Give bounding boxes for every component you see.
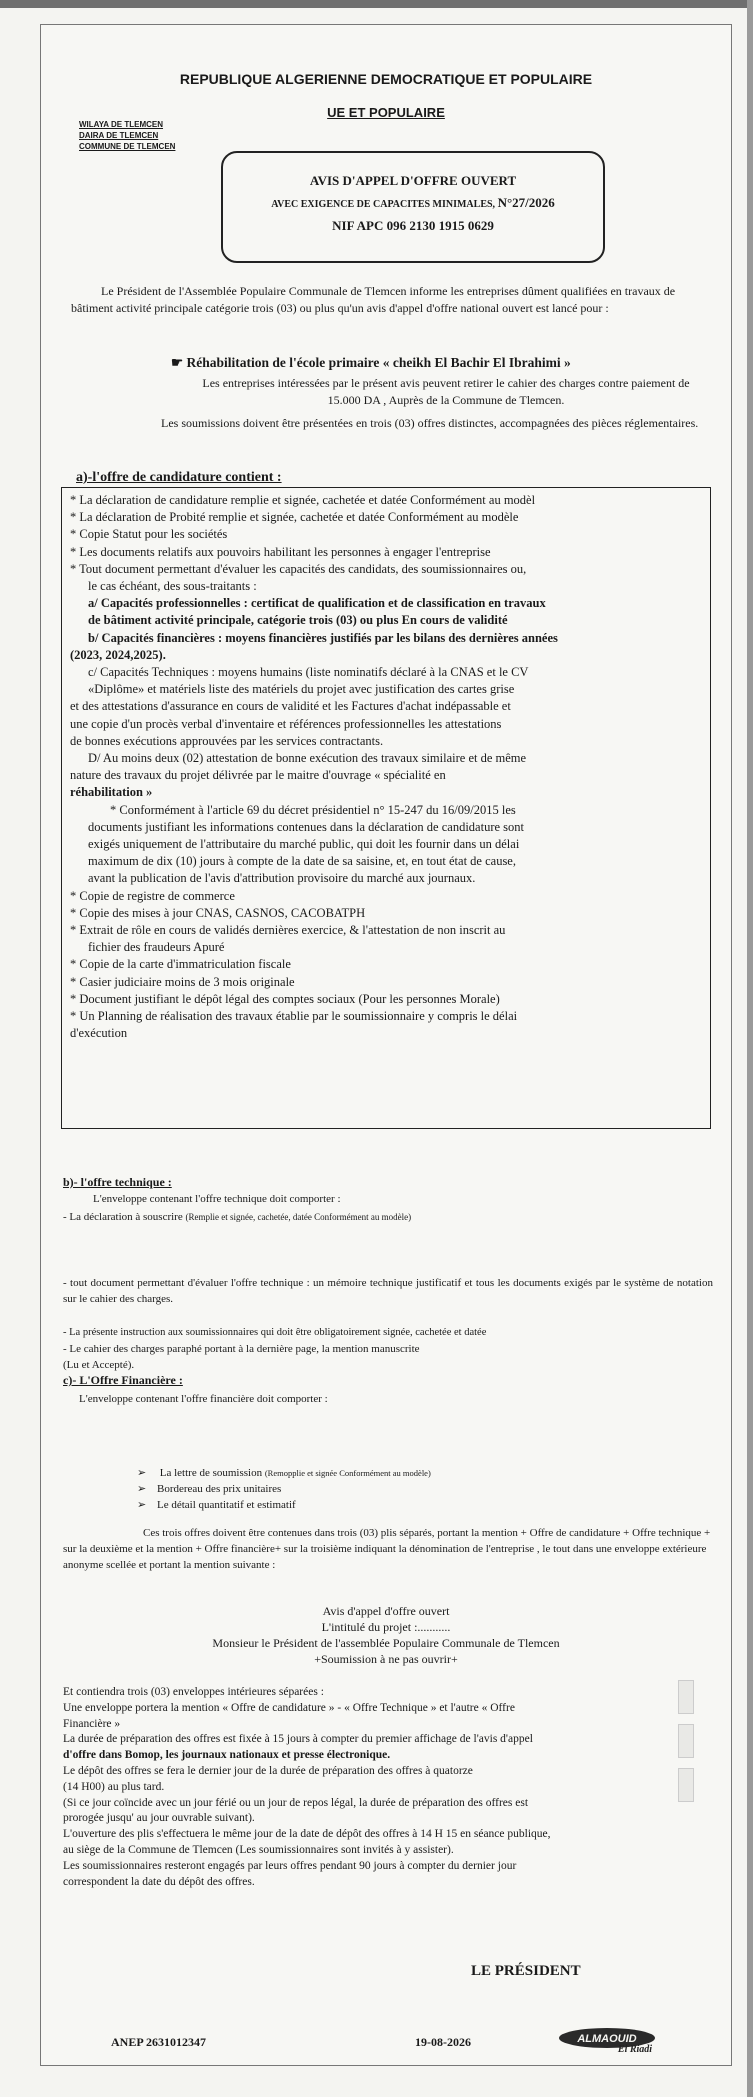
- intro-paragraph: Le Président de l'Assemblée Populaire Communale de Tlemcen informe les entreprises dûment qualifiées en travaux de bâtiment activité principale catégorie trois (03) ou plus qu'un avis d'appel d'offre national ouvert est lancé pour :: [71, 284, 676, 315]
- tape-mark: [678, 1680, 694, 1714]
- section-b-declaration: [63, 1209, 713, 1225]
- logo-bottom-text: El Riadi: [617, 2044, 653, 2053]
- mention-line: L'intitulé du projet :...........: [321, 1620, 451, 1634]
- withdrawal-paragraph: Les entreprises intéressées par le présent avis peuvent retirer le cahier des charges contre paiement de 15.000 DA , Auprès de la Commune de Tlemcen.: [202, 376, 690, 407]
- list-item: ➢ Bordereau des prix unitaires: [137, 1481, 431, 1497]
- section-b-title: b)- l'offre technique :: [63, 1175, 172, 1189]
- administration-block: [79, 119, 175, 152]
- section-c-title: c)- L'Offre Financière :: [63, 1373, 183, 1387]
- condition-line: Une enveloppe portera la mention « Offre de candidature » - « Offre Technique » et l'autre « Offre: [63, 1701, 515, 1714]
- list-item: * Un Planning de réalisation des travaux établie par le soumissionnaire y compris le délai: [70, 1009, 518, 1024]
- submission-paragraph: Les soumissions doivent être présentées en trois (03) offres distinctes, accompagnées des pièces réglementaires.: [161, 416, 699, 430]
- list-item: * La déclaration de Probité remplie et signée, cachetée et datée Conformément au modèle: [70, 510, 519, 525]
- notice-title: AVIS D'APPEL D'OFFRE OUVERT: [309, 173, 517, 188]
- section-b-technical: - tout document permettant d'évaluer l'offre technique : un mémoire technique justificatif et tous les documents exigés par le système de notation sur le cahier des charges.: [63, 1277, 713, 1305]
- list-item: exigés uniquement de l'attributaire du marché public, qui doit les fournir dans un délai: [88, 837, 520, 852]
- condition-line: correspondent la date du dépôt des offres.: [63, 1875, 255, 1888]
- notice-requirement-text: AVEC EXIGENCE DE CAPACITES MINIMALES,: [271, 199, 496, 210]
- nif-number: NIF APC 096 2130 1915 0629: [332, 218, 494, 233]
- commune-label: COMMUNE DE TLEMCEN: [79, 142, 176, 151]
- section-b-instruction: - La présente instruction aux soumissionnaires qui doit être obligatoirement signée, cachetée et datée: [63, 1327, 487, 1338]
- section-b-cahier: - Le cahier des charges paraphé portant à la dernière page, la mention manuscrite: [63, 1343, 420, 1355]
- publication-date: 19-08-2026: [415, 2035, 471, 2049]
- daira-label: DAIRA DE TLEMCEN: [79, 131, 159, 140]
- list-item: réhabilitation »: [70, 785, 153, 800]
- list-item: [137, 1465, 431, 1481]
- republic-subtitle: UE ET POPULAIRE: [327, 105, 445, 120]
- wilaya-label: WILAYA DE TLEMCEN: [79, 120, 164, 129]
- list-item: le cas échéant, des sous-traitants :: [88, 579, 257, 594]
- mention-line: +Soumission à ne pas ouvrir+: [314, 1652, 458, 1666]
- list-item: «Diplôme» et matériels liste des matériels du projet avec justification des cartes grise: [88, 682, 515, 697]
- list-item: documents justifiant les informations contenues dans la déclaration de candidature sont: [88, 819, 524, 834]
- list-item: b/ Capacités financières : moyens financières justifiés par les bilans des dernières années: [88, 630, 558, 645]
- list-item: D/ Au moins deux (02) attestation de bonne exécution des travaux similaire et de même: [88, 751, 527, 766]
- condition-line: au siège de la Commune de Tlemcen (Les soumissionnaires sont invités à y assister).: [63, 1843, 454, 1856]
- condition-line: d'offre dans Bomop, les journaux nationaux et presse électronique.: [63, 1749, 391, 1762]
- financial-bullet-list: [137, 1465, 431, 1513]
- signature: LE PRÉSIDENT: [471, 1963, 581, 1979]
- list-item: a/ Capacités professionnelles : certificat de qualification et de classification en travaux: [88, 596, 546, 611]
- list-item: fichier des fraudeurs Apuré: [88, 940, 225, 955]
- project-title-text: Réhabilitation de l'école primaire « cheikh El Bachir El Ibrahimi »: [186, 355, 571, 370]
- pointing-hand-icon: ☛: [171, 355, 184, 370]
- list-item: une copie d'un procès verbal d'inventaire et références professionnelles les attestations: [70, 716, 502, 731]
- list-item: * Conformément à l'article 69 du décret présidentiel n° 15-247 du 16/09/2015 les: [110, 802, 516, 817]
- condition-line: Financière »: [63, 1717, 121, 1730]
- declaration-text: - La déclaration à souscrire: [63, 1211, 183, 1223]
- section-c-line: L'enveloppe contenant l'offre financière doit comporter :: [79, 1393, 328, 1405]
- list-item-text: La lettre de soumission: [159, 1467, 263, 1479]
- section-b-line: L'enveloppe contenant l'offre technique doit comporter :: [93, 1193, 341, 1205]
- logo-top-text: ALMAOUID: [577, 2033, 637, 2045]
- anep-reference: ANEP 2631012347: [111, 2035, 207, 2049]
- condition-line: La durée de préparation des offres est fixée à 15 jours à compter du premier affichage de l'avis d'appel: [63, 1733, 533, 1746]
- outer-envelope-mention: [41, 1603, 731, 1667]
- list-item: avant la publication de l'avis d'attribution provisoire du marché aux journaux.: [88, 871, 476, 886]
- scan-edge-top: [0, 0, 753, 8]
- tape-mark: [678, 1724, 694, 1758]
- list-item: et des attestations d'assurance en cours de validité et les Factures d'achat indépassable et: [70, 699, 511, 714]
- list-item: * Document justifiant le dépôt légal des comptes sociaux (Pour les personnes Morale): [70, 991, 500, 1006]
- tape-mark: [678, 1768, 694, 1802]
- list-item: * Tout document permettant d'évaluer les capacités des candidats, des soumissionnaires ou,: [70, 561, 527, 576]
- list-item: * Copie de la carte d'immatriculation fiscale: [70, 957, 291, 972]
- mention-line: Avis d'appel d'offre ouvert: [322, 1604, 450, 1618]
- list-item: * Copie Statut pour les sociétés: [70, 527, 228, 542]
- list-item: d'exécution: [70, 1026, 128, 1041]
- document-page: [40, 24, 732, 2066]
- declaration-note: (Remplie et signée, cachetée, datée Conformément au modèle): [185, 1212, 412, 1222]
- final-conditions: [63, 1685, 713, 1890]
- list-item: de bâtiment activité principale, catégorie trois (03) ou plus En cours de validité: [88, 613, 508, 628]
- section-a-box: [61, 487, 711, 1129]
- list-item: maximum de dix (10) jours à compte de la date de sa saisine, et, en tout état de cause,: [88, 854, 516, 869]
- condition-line: L'ouverture des plis s'effectuera le même jour de la date de dépôt des offres à 14 H 15 en séance publique,: [63, 1828, 551, 1841]
- list-item: ➢ Le détail quantitatif et estimatif: [137, 1497, 431, 1513]
- list-item: (2023, 2024,2025).: [70, 647, 166, 662]
- newspaper-logo: [551, 2027, 663, 2053]
- section-b-accepte: (Lu et Accepté).: [63, 1359, 135, 1371]
- republic-title: REPUBLIQUE ALGERIENNE DEMOCRATIQUE ET POPULAIRE: [179, 71, 593, 87]
- condition-line: (Si ce jour coïncide avec un jour férié ou un jour de repos légal, la durée de préparation des offres est: [63, 1796, 529, 1809]
- list-item: * Extrait de rôle en cours de validés dernières exercice, & l'attestation de non inscrit au: [70, 923, 506, 938]
- condition-line: Et contiendra trois (03) enveloppes intérieures séparées :: [63, 1686, 324, 1698]
- notice-number: N°27/2026: [497, 195, 555, 210]
- list-item: nature des travaux du projet délivrée par le maitre d'ouvrage « spécialité en: [70, 768, 446, 783]
- list-item: * Copie de registre de commerce: [70, 888, 235, 903]
- list-item: * Copie des mises à jour CNAS, CASNOS, CACOBATPH: [70, 905, 366, 920]
- list-item: * La déclaration de candidature remplie et signée, cachetée et datée Conformément au modèl: [70, 493, 536, 507]
- tender-notice-box: [221, 151, 605, 263]
- condition-line: (14 H00) au plus tard.: [63, 1780, 165, 1793]
- condition-line: Les soumissionnaires resteront engagés par leurs offres pendant 90 jours à compter du dernier jour: [63, 1859, 517, 1872]
- list-item: de bonnes exécutions approuvées par les services contractants.: [70, 733, 384, 748]
- mention-line: Monsieur le Président de l'assemblée Populaire Communale de Tlemcen: [212, 1636, 560, 1650]
- section-a-title: a)-l'offre de candidature contient :: [76, 470, 282, 485]
- list-item: * Les documents relatifs aux pouvoirs habilitant les personnes à engager l'entreprise: [70, 544, 491, 559]
- list-item: c/ Capacités Techniques : moyens humains (liste nominatifs déclaré à la CNAS et le CV: [88, 665, 529, 680]
- condition-line: Le dépôt des offres se fera le dernier jour de la durée de préparation des offres à quatorze: [63, 1764, 473, 1777]
- scan-edge-right: [747, 0, 753, 2097]
- project-title: [171, 355, 571, 371]
- plis-paragraph: Ces trois offres doivent être contenues dans trois (03) plis séparés, portant la mention + Offre de candidature + Offre technique + sur la deuxième et la mention + Offre financière+ sur la troisième indiquant la dénomination de l'entreprise , le tout dans une enveloppe extérieure anonyme scellée et portant la mention suivante :: [63, 1527, 711, 1571]
- list-item: * Casier judiciaire moins de 3 mois originale: [70, 974, 295, 989]
- list-item-note: (Remopplie et signée Conformément au modèle): [264, 1468, 431, 1478]
- condition-line: prorogée jusqu' au jour ouvrable suivant).: [63, 1812, 255, 1825]
- notice-requirement: [223, 195, 603, 211]
